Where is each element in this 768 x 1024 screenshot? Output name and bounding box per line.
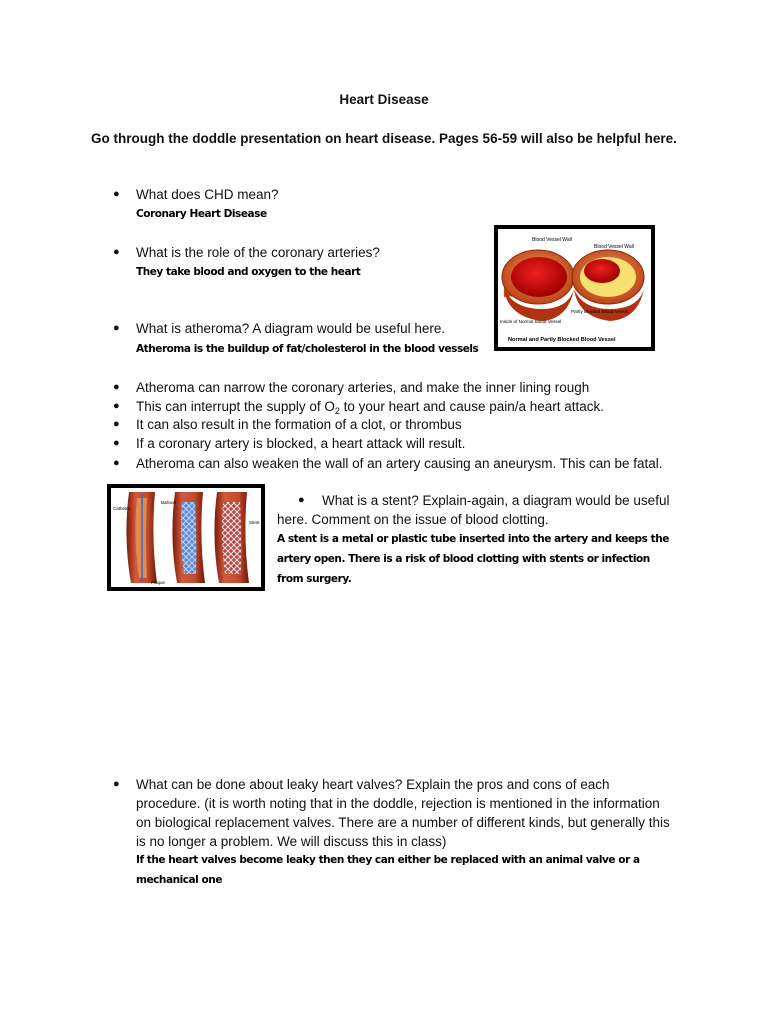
page-title: Heart Disease — [339, 92, 429, 107]
stent-figure — [107, 484, 265, 591]
stent-diagram — [111, 488, 261, 587]
label-plaque: Plaque — [151, 580, 166, 585]
blood-vessel-figure — [494, 225, 655, 351]
question-chd: What does CHD mean? — [136, 187, 279, 202]
intro-text: Go through the doddle presentation on heart disease. Pages 56-59 will also be helpful here. — [91, 131, 677, 146]
blood-vessel-diagram — [498, 229, 651, 347]
fact-narrow-arteries: Atheroma can narrow the coronary arteries, and make the inner lining rough — [136, 380, 590, 395]
bullet-icon: ● — [113, 188, 120, 200]
fact-aneurysm: Atheroma can also weaken the wall of an artery causing an aneurysm. This can be fatal. — [136, 456, 663, 471]
question-leaky-valves: What can be done about leaky heart valves? Explain the pros and cons of each procedure. (it is worth noting that in the doddle, rejection is mentioned in the information on biological replacement valves. There are a number of different kinds, but generally this is no longer a problem. We will discuss this in class) — [136, 777, 670, 849]
bullet-icon: ● — [113, 400, 120, 412]
artery-with-stent — [214, 492, 249, 583]
bullet-icon: ● — [113, 778, 120, 790]
bullet-icon: ● — [298, 494, 305, 506]
bullet-icon: ● — [113, 246, 120, 258]
artery-with-catheter — [126, 492, 157, 583]
figure-caption: Normal and Partly Blocked Blood Vessel — [508, 337, 616, 343]
label-balloon: Balloon — [161, 500, 177, 505]
label-stent: Stent — [249, 520, 260, 525]
fact-heart-attack: If a coronary artery is blocked, a heart attack will result. — [136, 436, 466, 451]
fact-oxygen-supply: This can interrupt the supply of $O_2$ to your heart and cause pain/a heart attack. — [136, 399, 605, 416]
label-catheter: Catheter — [113, 506, 131, 511]
answer-chd: Coronary Heart Disease — [136, 208, 267, 220]
question-coronary-arteries: What is the role of the coronary arteries? — [136, 245, 380, 260]
bullet-icon: ● — [113, 457, 120, 469]
fact-clot: It can also result in the formation of a clot, or thrombus — [136, 417, 462, 432]
question-atheroma: What is atheroma? A diagram would be useful here. — [136, 321, 446, 336]
normal-vessel — [502, 250, 574, 321]
question-stent: What is a stent? Explain-again, a diagram would be useful here. Comment on the issue of blood clotting. — [277, 493, 670, 527]
bullet-icon: ● — [113, 322, 120, 334]
bullet-icon: ● — [113, 381, 120, 393]
label-wall-left: Blood Vessel Wall — [532, 237, 572, 243]
bullet-icon: ● — [113, 418, 120, 430]
label-wall-right: Blood Vessel Wall — [594, 244, 634, 250]
artery-with-balloon — [172, 492, 205, 583]
answer-coronary-arteries: They take blood and oxygen to the heart — [136, 266, 361, 278]
answer-stent: A stent is a metal or plastic tube inserted into the artery and keeps the artery open. There is a risk of blood clotting with stents or infection from surgery. — [277, 533, 669, 585]
answer-atheroma: Atheroma is the buildup of fat/cholesterol in the blood vessels — [136, 343, 479, 355]
label-inside-normal: Inside of Normal Blood Vessel — [500, 319, 562, 324]
bullet-icon: ● — [113, 437, 120, 449]
answer-leaky-valves: If the heart valves become leaky then they can either be replaced with an animal valve or a mechanical one — [136, 854, 640, 886]
label-partly-blocked: Partly Blocked Blood Vessel — [571, 309, 629, 314]
